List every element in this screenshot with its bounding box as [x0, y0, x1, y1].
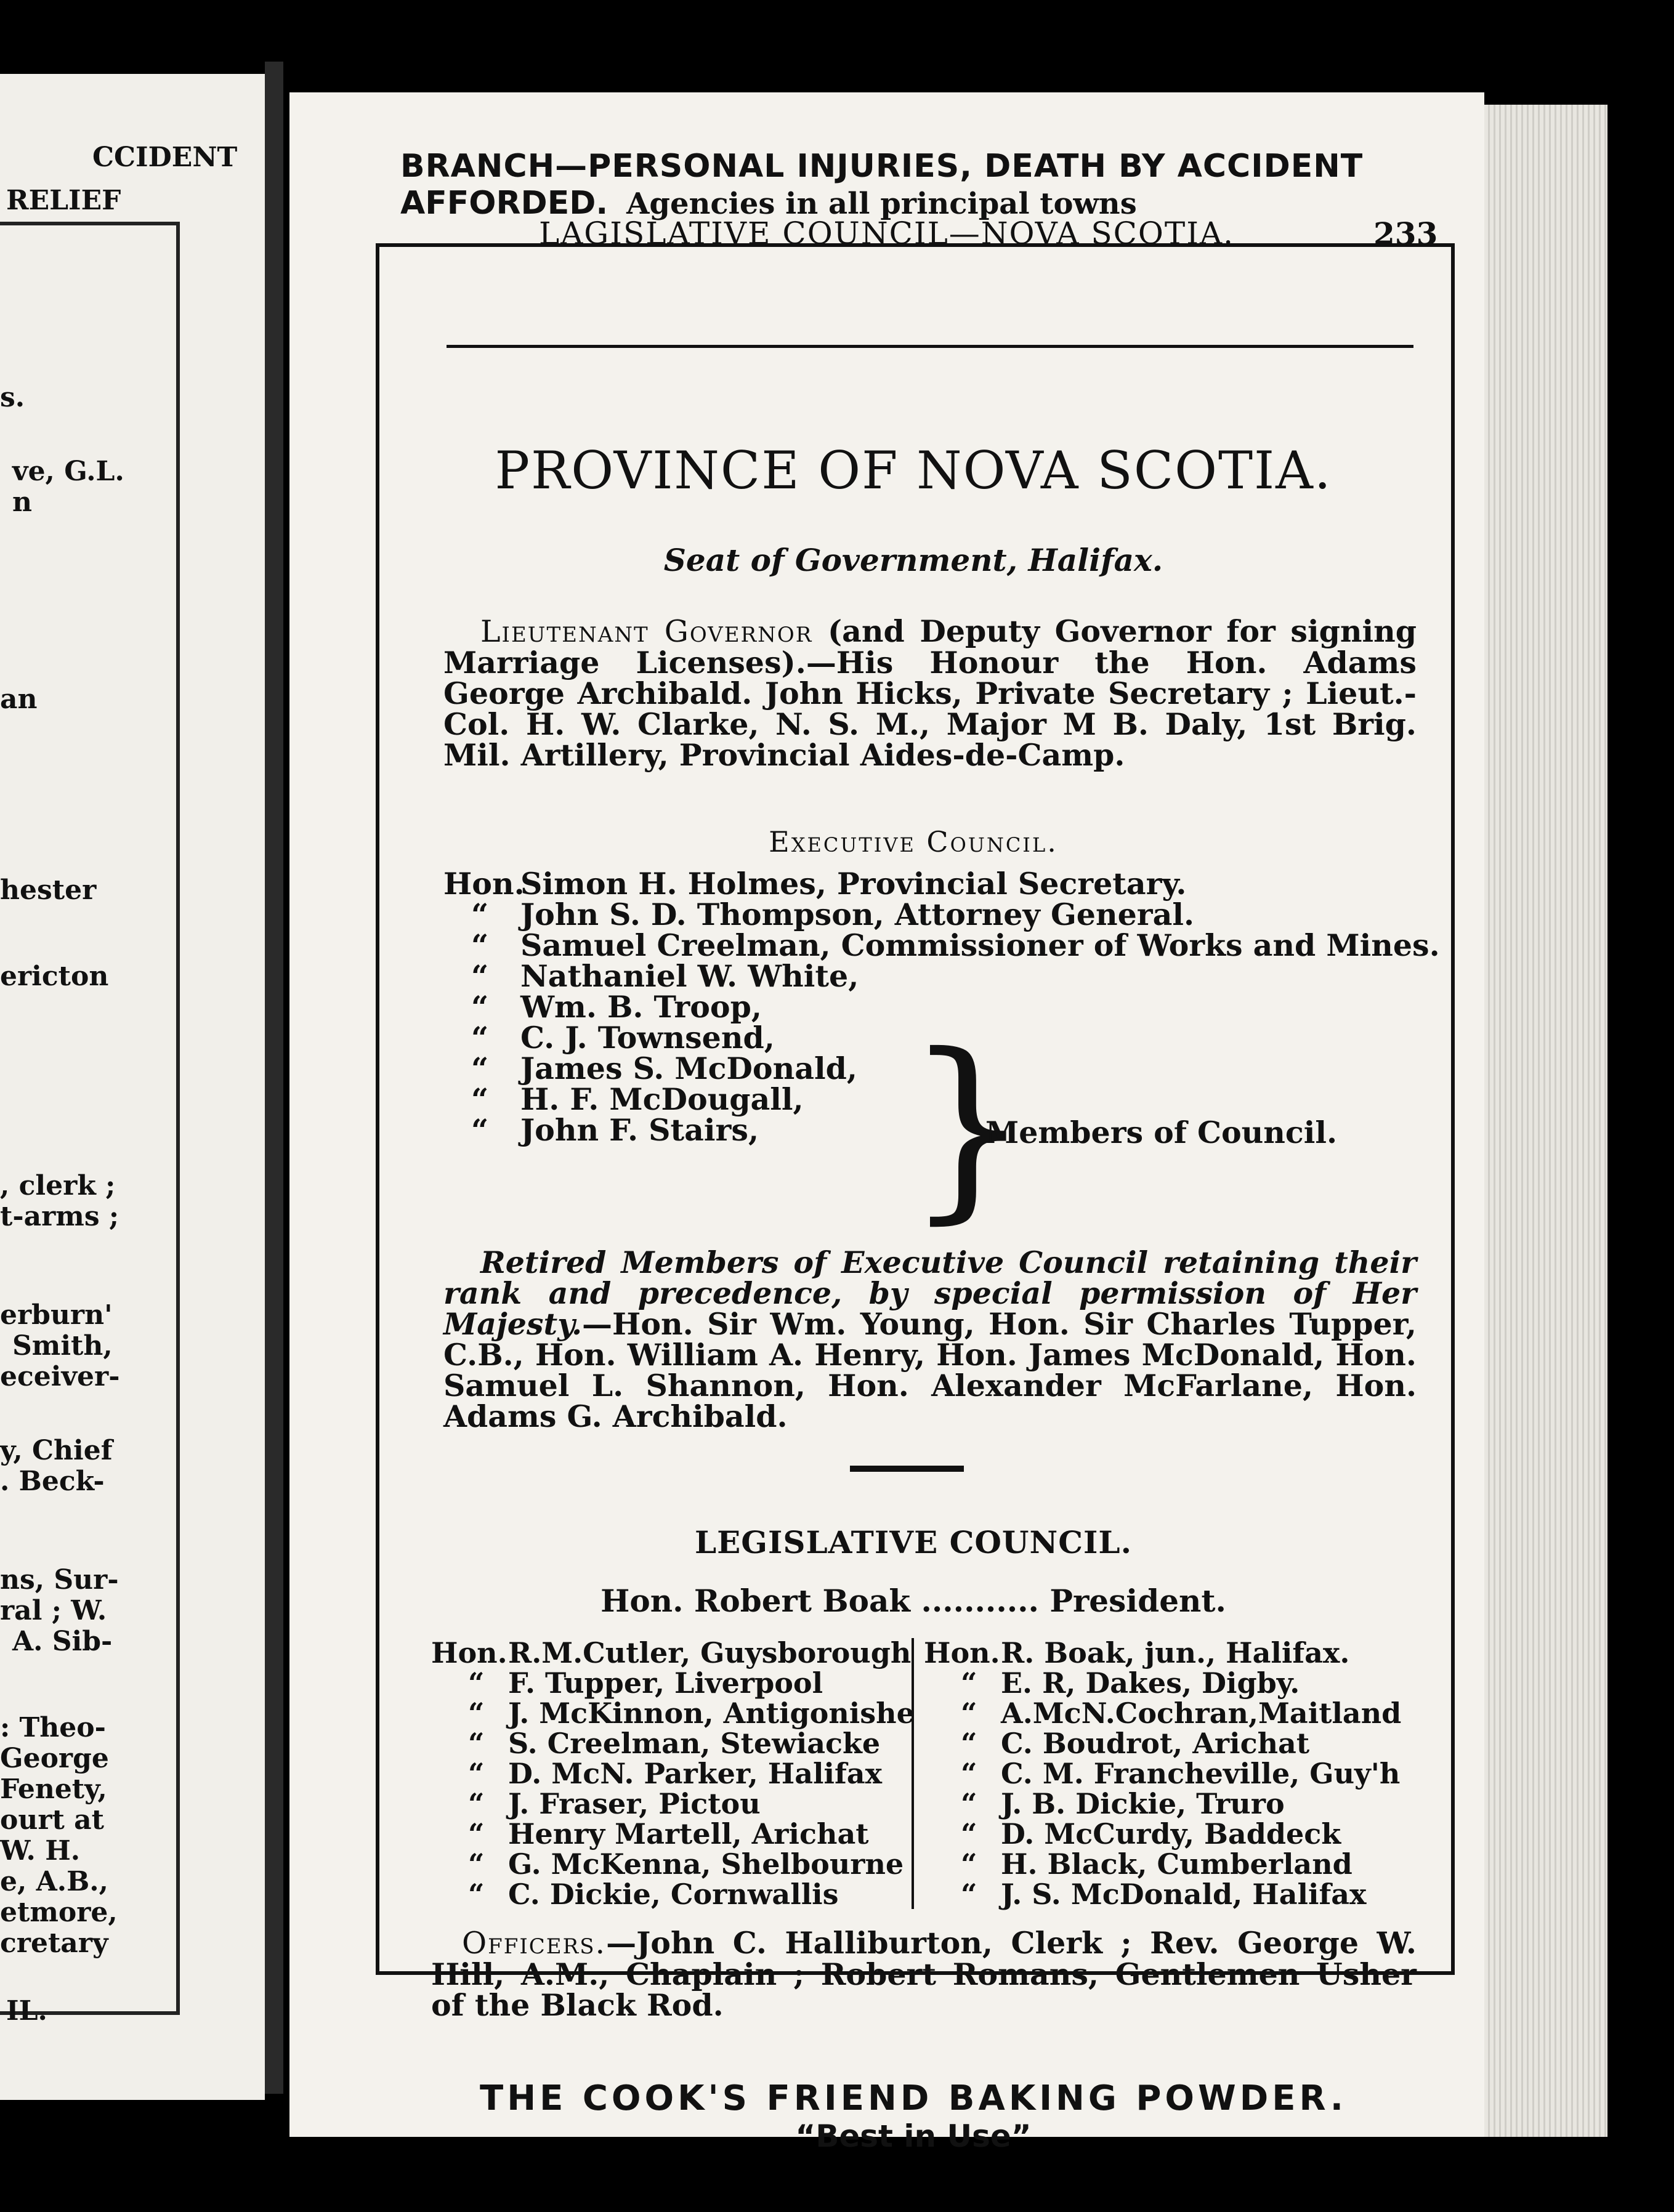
member-name: Nathaniel W. White, [520, 958, 859, 994]
left-fragment: A. Sib- [12, 1626, 113, 1657]
legislative-right-column [924, 1638, 1423, 1910]
left-fragment: n [12, 486, 32, 518]
ditto-mark: “ [961, 1817, 977, 1851]
left-fragment: y, Chief [0, 1435, 113, 1466]
member-name: C. J. Townsend, [520, 1020, 775, 1056]
member-name: D. McN. Parker, Halifax [508, 1757, 883, 1790]
left-fragment: ourt at [0, 1804, 104, 1836]
left-fragment: ericton [0, 961, 109, 992]
retired-members-text: —Hon. Sir Wm. Young, Hon. Sir Charles Tupper, C.B., Hon. William A. Henry, Hon. James McDonald, Hon. Samuel L. Shannon, Hon. Alexander McFarlane, Hon. Adams G. Archibald. [443, 1306, 1417, 1434]
member-name: Samuel Creelman, Commissioner of Works and Mines. [520, 927, 1440, 963]
ditto-mark: “ [468, 1787, 485, 1820]
left-fragment: cretary [0, 1927, 108, 1959]
left-fragment: s. [0, 382, 25, 413]
table-row [431, 1729, 905, 1759]
member-name: J. McKinnon, Antigonishe [508, 1697, 915, 1730]
member-name: John F. Stairs, [520, 1112, 759, 1148]
left-fragment: . Beck- [0, 1466, 105, 1497]
ditto-mark: “ [468, 1878, 485, 1911]
left-fragment: Smith, [12, 1330, 113, 1362]
section-divider [850, 1466, 964, 1472]
ditto-mark: “ [961, 1787, 977, 1820]
left-fragment: W. H. [0, 1835, 81, 1867]
left-fragment: ns, Sur- [0, 1564, 119, 1596]
member-name: John S. D. Thompson, Attorney General. [520, 897, 1195, 932]
list-item [443, 866, 1429, 902]
legislative-council-table [431, 1638, 1423, 1921]
table-row [924, 1759, 1423, 1789]
member-name: D. McCurdy, Baddeck [1001, 1817, 1341, 1851]
column-divider [912, 1638, 914, 1909]
left-fragment: RELIEF [6, 185, 121, 216]
left-fragment: e, A.B., [0, 1866, 108, 1897]
ditto-mark: “ [961, 1878, 977, 1911]
list-item [443, 899, 1429, 930]
left-fragment: , clerk ; [0, 1170, 116, 1201]
executive-council-heading: Executive Council. [769, 825, 1058, 858]
member-name: Simon H. Holmes, Provincial Secretary. [520, 866, 1187, 902]
ditto-mark: “ [471, 1112, 489, 1148]
member-name: A.McN.Cochran,Maitland [1001, 1697, 1402, 1730]
table-row [924, 1819, 1423, 1849]
left-fragment: IL. [6, 1995, 47, 2027]
ditto-mark: “ [471, 958, 489, 994]
member-name: James S. McDonald, [520, 1051, 857, 1086]
member-name: E. R, Dakes, Digby. [1001, 1666, 1300, 1700]
table-row [924, 1879, 1423, 1910]
left-page-fragment [0, 74, 265, 2100]
top-ad-line-1: BRANCH—PERSONAL INJURIES, DEATH BY ACCIDENT [400, 148, 1364, 185]
table-row [431, 1668, 905, 1698]
ditto-mark: “ [471, 1020, 489, 1056]
left-fragment: : Theo- [0, 1712, 106, 1743]
footer-ad-title: THE COOK'S FRIEND BAKING POWDER. [480, 2078, 1347, 2118]
lieutenant-governor-text: (and Deputy Governor for signing Marriage Licenses).—His Honour the Hon. Adams George Archibald. John Hicks, Private Secretary ; Lieut.-Col. H. W. Clarke, N. S. M., Major M B. Daly, 1st Brig. Mil. Artillery, Provincial Aides-de-Camp. [443, 613, 1417, 773]
left-fragment: Fenety, [0, 1774, 107, 1805]
ditto-mark: “ [468, 1697, 485, 1730]
ditto-mark: “ [471, 897, 489, 932]
retired-members-paragraph [443, 1247, 1417, 1432]
member-name: J. Fraser, Pictou [508, 1787, 761, 1820]
ditto-mark: “ [961, 1666, 977, 1700]
seat-of-government: Seat of Government, Halifax. [663, 542, 1163, 578]
left-fragment: CCIDENT [92, 142, 238, 173]
list-item [443, 927, 1440, 963]
table-row [924, 1638, 1423, 1668]
left-fragment: George [0, 1743, 109, 1774]
top-ad-agencies: Agencies in all principal towns [626, 187, 1137, 221]
member-name: J. S. McDonald, Halifax [1001, 1878, 1367, 1911]
left-fragment: ve, G.L. [12, 456, 124, 487]
officers-text: —John C. Halliburton, Clerk ; Rev. George W. Hill, A.M., Chaplain ; Robert Romans, Gentlemen Usher of the Black Rod. [431, 1925, 1417, 2023]
page-edges [1484, 105, 1607, 2137]
member-name: J. B. Dickie, Truro [1001, 1787, 1285, 1820]
hon-prefix: Hon. [924, 1636, 1000, 1669]
ditto-mark: “ [961, 1727, 977, 1760]
ditto-mark: “ [471, 989, 489, 1025]
province-title: PROVINCE OF NOVA SCOTIA. [495, 440, 1332, 501]
president-line: Hon. Robert Boak ........... President. [600, 1583, 1226, 1619]
members-of-council-label: Members of Council. [985, 1115, 1338, 1150]
table-row [924, 1668, 1423, 1698]
table-row [431, 1759, 905, 1789]
table-row [431, 1879, 905, 1910]
table-row [924, 1789, 1423, 1819]
table-row [431, 1849, 905, 1879]
main-page [289, 92, 1484, 2154]
left-fragment: t-arms ; [0, 1201, 119, 1232]
brace-glyph: } [905, 1012, 1031, 1241]
left-fragment: ral ; W. [0, 1595, 107, 1626]
legislative-council-heading: LEGISLATIVE COUNCIL. [695, 1524, 1132, 1560]
member-name: C. M. Francheville, Guy'h [1001, 1757, 1401, 1790]
officers-label: Officers. [462, 1926, 607, 1961]
member-name: R. Boak, jun., Halifax. [1001, 1636, 1350, 1669]
table-row [924, 1849, 1423, 1879]
left-fragment: etmore, [0, 1897, 118, 1928]
ditto-mark: “ [961, 1847, 977, 1881]
left-fragment: hester [0, 874, 97, 906]
table-row [924, 1729, 1423, 1759]
book-gutter [265, 62, 283, 2094]
officers-paragraph [431, 1925, 1417, 2023]
ditto-mark: “ [468, 1757, 485, 1790]
ditto-mark: “ [471, 1081, 489, 1117]
retired-members-italic: Retired Members of Executive Council retaining their rank and precedence, by special permission of Her Majesty. [443, 1245, 1417, 1342]
hon-prefix: Hon. [431, 1636, 507, 1669]
member-name: F. Tupper, Liverpool [508, 1666, 823, 1700]
page-number: 233 [1373, 216, 1438, 252]
member-name: C. Dickie, Cornwallis [508, 1878, 839, 1911]
left-fragment: erburn' [0, 1299, 113, 1331]
table-row [431, 1789, 905, 1819]
member-name: H. Black, Cumberland [1001, 1847, 1353, 1881]
ditto-mark: “ [468, 1847, 485, 1881]
member-name: G. McKenna, Shelbourne [508, 1847, 904, 1881]
ditto-mark: “ [468, 1817, 485, 1851]
member-name: H. F. McDougall, [520, 1081, 804, 1117]
ditto-mark: “ [468, 1727, 485, 1760]
table-row [924, 1698, 1423, 1729]
ditto-mark: “ [468, 1666, 485, 1700]
table-row [431, 1636, 912, 1669]
ditto-mark: “ [471, 927, 489, 963]
header-rule [447, 345, 1413, 348]
table-row [431, 1819, 905, 1849]
member-name: S. Creelman, Stewiacke [508, 1727, 881, 1760]
footer-ad-tagline: “Best in Use” [795, 2118, 1032, 2154]
legislative-left-column [431, 1636, 915, 1911]
table-row [431, 1697, 915, 1730]
ditto-mark: “ [961, 1697, 977, 1730]
ditto-mark: “ [471, 1051, 489, 1086]
ditto-mark: “ [961, 1757, 977, 1790]
lieutenant-governor-paragraph [443, 613, 1417, 773]
lieutenant-governor-label: Lieutenant Governor [480, 614, 813, 649]
left-fragment: eceiver- [0, 1361, 120, 1392]
hon-prefix: Hon. [443, 866, 525, 902]
list-item [443, 958, 1429, 994]
left-fragment: an [0, 684, 38, 715]
running-header-title: LAGISLATIVE COUNCIL—NOVA SCOTIA. [539, 216, 1234, 251]
member-name: C. Boudrot, Arichat [1001, 1727, 1310, 1760]
member-name: R.M.Cutler, Guysborough [508, 1636, 912, 1669]
member-name: Henry Martell, Arichat [508, 1817, 869, 1851]
top-ad-afforded: AFFORDED. [400, 185, 609, 222]
member-name: Wm. B. Troop, [520, 989, 762, 1025]
